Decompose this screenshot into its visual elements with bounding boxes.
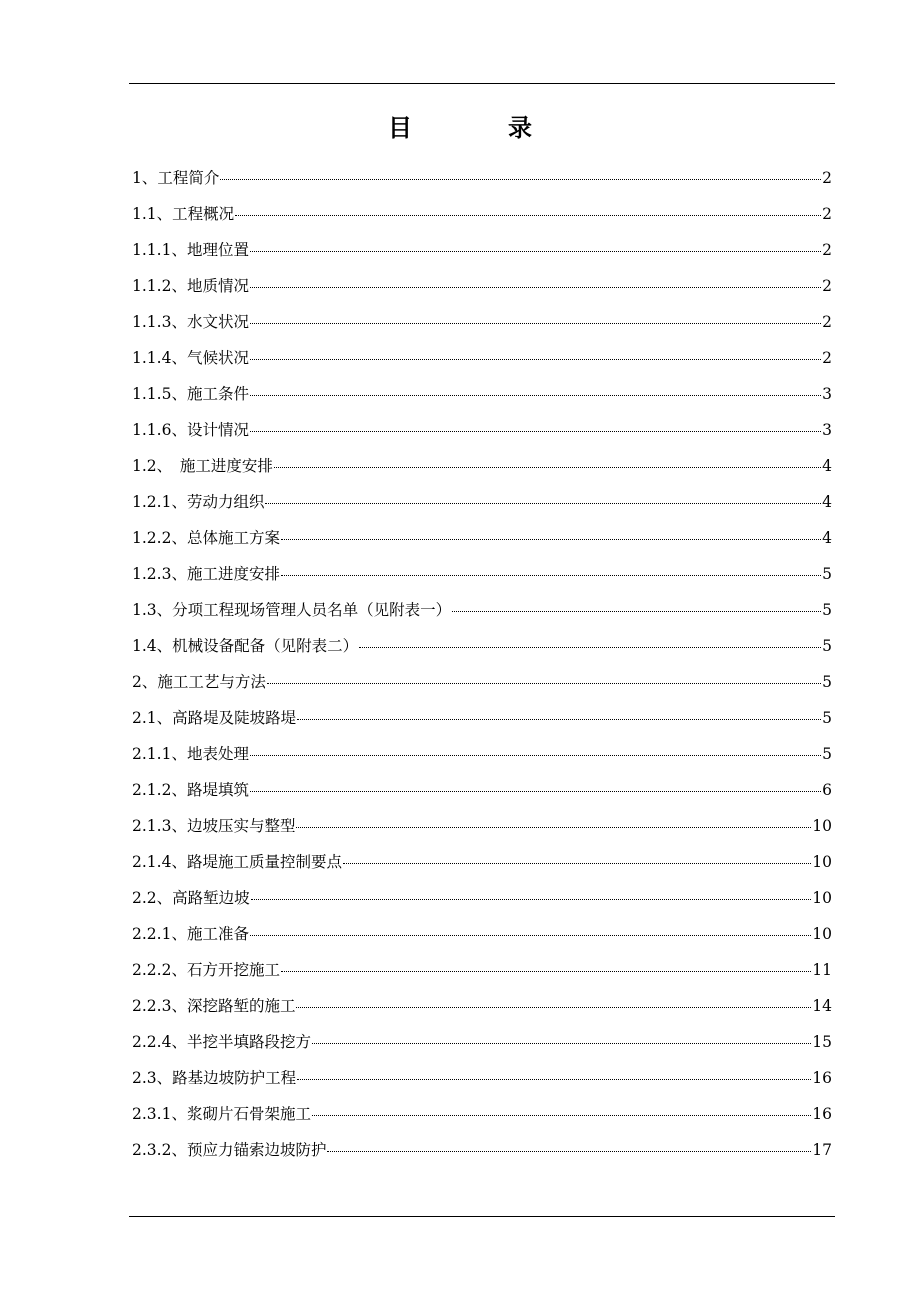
toc-dot-leader bbox=[235, 215, 821, 216]
toc-entry[interactable] bbox=[132, 484, 832, 520]
toc-entry-page-number: 2 bbox=[822, 277, 832, 295]
toc-entry[interactable] bbox=[132, 160, 832, 196]
toc-entry-page-number: 6 bbox=[822, 781, 832, 799]
toc-dot-leader bbox=[297, 719, 821, 720]
toc-entry[interactable] bbox=[132, 1060, 832, 1096]
toc-entry-label: 2.1.4、路堤施工质量控制要点 bbox=[132, 853, 342, 871]
toc-entry-page-number: 5 bbox=[822, 637, 832, 655]
toc-dot-leader bbox=[250, 395, 821, 396]
toc-dot-leader bbox=[274, 467, 821, 468]
toc-entry-label: 2.1.1、地表处理 bbox=[132, 745, 249, 763]
toc-entry[interactable] bbox=[132, 412, 832, 448]
toc-entry-page-number: 15 bbox=[812, 1033, 832, 1051]
toc-entry[interactable] bbox=[132, 1132, 832, 1168]
toc-entry[interactable] bbox=[132, 880, 832, 916]
toc-entry-page-number: 5 bbox=[822, 601, 832, 619]
toc-entry-label: 1.3、分项工程现场管理人员名单（见附表一） bbox=[132, 601, 452, 619]
toc-entry[interactable] bbox=[132, 304, 832, 340]
toc-entry[interactable] bbox=[132, 1024, 832, 1060]
toc-entry[interactable] bbox=[132, 268, 832, 304]
toc-entry[interactable] bbox=[132, 772, 832, 808]
toc-dot-leader bbox=[312, 1115, 811, 1116]
toc-entry[interactable] bbox=[132, 592, 832, 628]
toc-entry-page-number: 2 bbox=[822, 169, 832, 187]
toc-entry-page-number: 3 bbox=[822, 385, 832, 403]
toc-dot-leader bbox=[281, 575, 821, 576]
toc-dot-leader bbox=[250, 251, 821, 252]
toc-dot-leader bbox=[452, 611, 821, 612]
toc-entry-page-number: 10 bbox=[812, 853, 832, 871]
toc-entry-page-number: 16 bbox=[812, 1105, 832, 1123]
toc-entry-label: 2、施工工艺与方法 bbox=[132, 673, 266, 691]
footer-rule bbox=[129, 1216, 835, 1217]
toc-entry[interactable] bbox=[132, 952, 832, 988]
toc-entry-label: 2.1.3、边坡压实与整型 bbox=[132, 817, 296, 835]
toc-entry[interactable] bbox=[132, 736, 832, 772]
toc-dot-leader bbox=[250, 755, 821, 756]
toc-entry[interactable] bbox=[132, 340, 832, 376]
toc-dot-leader bbox=[251, 899, 812, 900]
toc-entry-label: 2.1.2、路堤填筑 bbox=[132, 781, 249, 799]
toc-dot-leader bbox=[343, 863, 811, 864]
toc-entry[interactable] bbox=[132, 520, 832, 556]
toc-dot-leader bbox=[220, 179, 821, 180]
toc-entry[interactable] bbox=[132, 700, 832, 736]
toc-entry[interactable] bbox=[132, 448, 832, 484]
toc-entry-label: 1.1、工程概况 bbox=[132, 205, 235, 223]
toc-entry-page-number: 3 bbox=[822, 421, 832, 439]
toc-entry[interactable] bbox=[132, 916, 832, 952]
toc-entry-label: 1.1.4、气候状况 bbox=[132, 349, 249, 367]
toc-dot-leader bbox=[296, 827, 811, 828]
toc-entry-label: 2.2.2、石方开挖施工 bbox=[132, 961, 280, 979]
toc-entry-label: 2.1、高路堤及陡坡路堤 bbox=[132, 709, 297, 727]
toc-dot-leader bbox=[296, 1007, 811, 1008]
toc-entry-label: 2.2.1、施工准备 bbox=[132, 925, 249, 943]
toc-dot-leader bbox=[250, 359, 821, 360]
toc-entry-label: 1.2、 施工进度安排 bbox=[132, 457, 273, 475]
toc-entry-page-number: 2 bbox=[822, 349, 832, 367]
toc-entry[interactable] bbox=[132, 808, 832, 844]
toc-entry-page-number: 16 bbox=[812, 1069, 832, 1087]
toc-entry-page-number: 10 bbox=[812, 925, 832, 943]
toc-entry[interactable] bbox=[132, 628, 832, 664]
toc-entry[interactable] bbox=[132, 1096, 832, 1132]
toc-entry-page-number: 10 bbox=[812, 817, 832, 835]
toc-entry-page-number: 10 bbox=[812, 889, 832, 907]
toc-entry[interactable] bbox=[132, 844, 832, 880]
toc-entry[interactable] bbox=[132, 664, 832, 700]
toc-entry-label: 2.3、路基边坡防护工程 bbox=[132, 1069, 297, 1087]
toc-dot-leader bbox=[250, 791, 821, 792]
toc-dot-leader bbox=[265, 503, 821, 504]
toc-dot-leader bbox=[250, 287, 821, 288]
toc-entry-label: 1、工程简介 bbox=[132, 169, 220, 187]
toc-entry-label: 2.2、高路堑边坡 bbox=[132, 889, 250, 907]
toc-entry-page-number: 17 bbox=[812, 1141, 832, 1159]
toc-entry-label: 1.1.3、水文状况 bbox=[132, 313, 249, 331]
toc-entry-page-number: 2 bbox=[822, 241, 832, 259]
toc-entry-label: 2.3.2、预应力锚索边坡防护 bbox=[132, 1141, 327, 1159]
table-of-contents bbox=[132, 160, 832, 1168]
page-title: 目 录 bbox=[388, 113, 568, 142]
toc-entry-label: 1.2.1、劳动力组织 bbox=[132, 493, 265, 511]
toc-entry-page-number: 11 bbox=[812, 961, 832, 979]
toc-entry-label: 1.1.1、地理位置 bbox=[132, 241, 249, 259]
toc-dot-leader bbox=[281, 971, 811, 972]
toc-dot-leader bbox=[250, 431, 821, 432]
toc-dot-leader bbox=[327, 1151, 811, 1152]
toc-entry-page-number: 14 bbox=[812, 997, 832, 1015]
toc-entry[interactable] bbox=[132, 988, 832, 1024]
toc-entry[interactable] bbox=[132, 196, 832, 232]
toc-entry-label: 2.2.3、深挖路堑的施工 bbox=[132, 997, 296, 1015]
toc-entry-page-number: 5 bbox=[822, 673, 832, 691]
toc-entry-label: 1.1.2、地质情况 bbox=[132, 277, 249, 295]
toc-entry-label: 1.1.6、设计情况 bbox=[132, 421, 249, 439]
toc-entry-page-number: 2 bbox=[822, 313, 832, 331]
toc-dot-leader bbox=[312, 1043, 811, 1044]
toc-entry-page-number: 2 bbox=[822, 205, 832, 223]
toc-entry-page-number: 5 bbox=[822, 709, 832, 727]
toc-entry-label: 1.2.2、总体施工方案 bbox=[132, 529, 280, 547]
toc-dot-leader bbox=[250, 935, 811, 936]
toc-dot-leader bbox=[281, 539, 821, 540]
toc-entry-page-number: 4 bbox=[822, 493, 832, 511]
toc-entry[interactable] bbox=[132, 232, 832, 268]
toc-entry-page-number: 5 bbox=[822, 565, 832, 583]
toc-entry-label: 2.2.4、半挖半填路段挖方 bbox=[132, 1033, 311, 1051]
toc-entry-page-number: 4 bbox=[822, 457, 832, 475]
toc-entry[interactable] bbox=[132, 376, 832, 412]
toc-dot-leader bbox=[297, 1079, 811, 1080]
toc-dot-leader bbox=[359, 647, 821, 648]
header-rule bbox=[129, 83, 835, 84]
toc-entry-label: 1.4、机械设备配备（见附表二） bbox=[132, 637, 359, 655]
toc-entry[interactable] bbox=[132, 556, 832, 592]
toc-entry-label: 1.1.5、施工条件 bbox=[132, 385, 249, 403]
toc-entry-label: 2.3.1、浆砌片石骨架施工 bbox=[132, 1105, 311, 1123]
toc-entry-page-number: 4 bbox=[822, 529, 832, 547]
toc-entry-page-number: 5 bbox=[822, 745, 832, 763]
toc-dot-leader bbox=[250, 323, 821, 324]
toc-dot-leader bbox=[267, 683, 821, 684]
toc-entry-label: 1.2.3、施工进度安排 bbox=[132, 565, 280, 583]
